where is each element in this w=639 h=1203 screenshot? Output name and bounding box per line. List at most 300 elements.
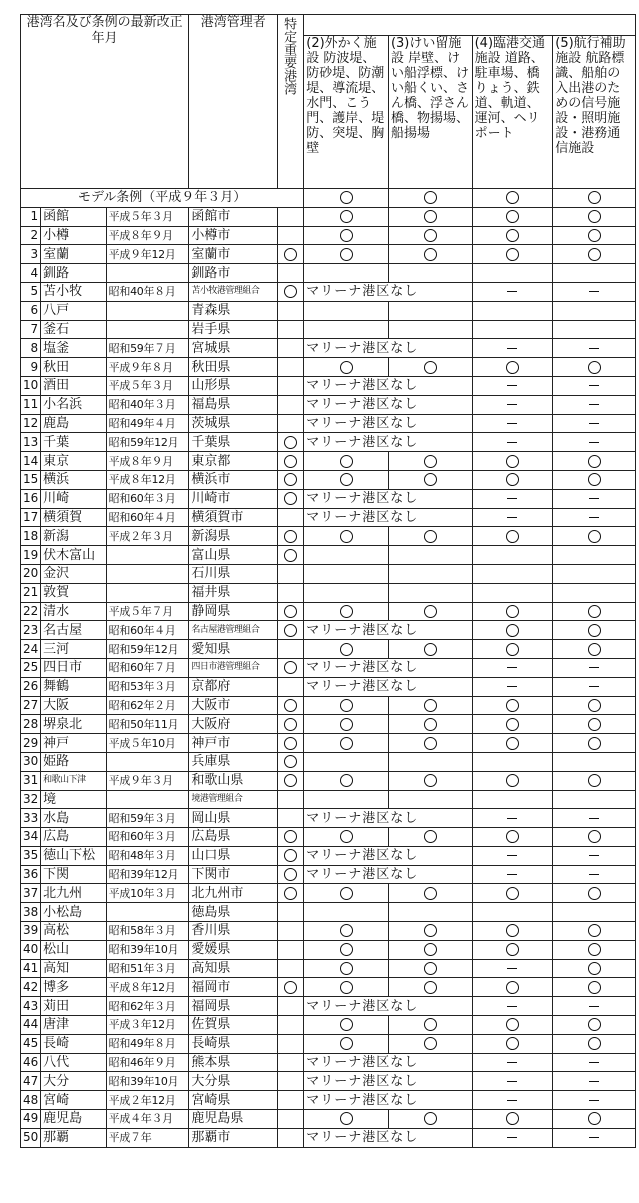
circle-mark-icon — [424, 1112, 437, 1125]
port-manager: 静岡県 — [189, 602, 278, 621]
facility-mark-transport — [472, 903, 553, 922]
facility-mark-transport — [472, 527, 553, 546]
dash-mark-icon — [507, 968, 517, 969]
facility-mark-navigation — [553, 452, 636, 471]
marina-note: マリーナ港区なし — [306, 867, 419, 883]
port-name: 川崎 — [41, 489, 107, 508]
row-number: 26 — [21, 677, 41, 696]
designated-major-port-mark — [278, 771, 304, 790]
circle-mark-icon — [284, 737, 297, 750]
port-name: 姫路 — [41, 752, 107, 771]
table-row — [21, 922, 636, 941]
facility-mark-breakwater — [304, 564, 389, 583]
facility-mark-navigation — [553, 564, 636, 583]
designated-major-port-mark — [278, 376, 304, 395]
facility-mark-navigation — [553, 489, 636, 508]
facility-mark-mooring — [388, 884, 472, 903]
row-number: 4 — [21, 264, 41, 283]
revision-date — [106, 790, 189, 809]
row-number: 46 — [21, 1053, 41, 1072]
designated-major-port-mark — [278, 640, 304, 659]
circle-mark-icon — [506, 830, 519, 843]
header-col-breakwater: (2)外かく施設 防波堤、防砂堤、防潮堤、導流堤、水門、こう門、護岸、堤防、突堤、胸壁 — [304, 36, 389, 189]
marina-note-cell — [304, 1072, 472, 1091]
marina-note-cell — [304, 677, 472, 696]
designated-major-port-mark — [278, 790, 304, 809]
facility-mark-transport — [472, 433, 553, 452]
facility-mark-transport — [472, 264, 553, 283]
facility-mark-navigation — [553, 470, 636, 489]
row-number: 1 — [21, 207, 41, 226]
marina-note: マリーナ港区なし — [306, 378, 419, 394]
table-row — [21, 414, 636, 433]
designated-major-port-mark — [278, 696, 304, 715]
marina-note: マリーナ港区なし — [306, 622, 419, 638]
circle-mark-icon — [424, 530, 437, 543]
row-number: 14 — [21, 452, 41, 471]
facility-mark-transport — [472, 395, 553, 414]
circle-mark-icon — [340, 191, 353, 204]
circle-mark-icon — [340, 924, 353, 937]
row-number: 3 — [21, 245, 41, 264]
facility-mark-navigation — [553, 1091, 636, 1110]
circle-mark-icon — [340, 943, 353, 956]
designated-major-port-mark — [278, 301, 304, 320]
circle-mark-icon — [340, 248, 353, 261]
facility-mark-breakwater — [304, 790, 389, 809]
port-name: 敦賀 — [41, 583, 107, 602]
facility-mark-breakwater — [304, 752, 389, 771]
row-number: 13 — [21, 433, 41, 452]
dash-mark-icon — [507, 818, 517, 819]
port-name: 神戸 — [41, 734, 107, 753]
facility-mark-transport — [472, 696, 553, 715]
designated-major-port-mark — [278, 226, 304, 245]
marina-note-cell — [304, 282, 472, 301]
port-manager: 那覇市 — [189, 1128, 278, 1147]
revision-date: 平成５年７月 — [106, 602, 189, 621]
row-number: 35 — [21, 846, 41, 865]
port-manager: 山口県 — [189, 846, 278, 865]
dash-mark-icon — [589, 1006, 599, 1007]
table-row — [21, 376, 636, 395]
port-name: 清水 — [41, 602, 107, 621]
facility-mark-transport — [472, 677, 553, 696]
circle-mark-icon — [424, 718, 437, 731]
row-number: 19 — [21, 546, 41, 565]
table-row — [21, 207, 636, 226]
dash-mark-icon — [507, 855, 517, 856]
marina-note-cell — [304, 395, 472, 414]
facility-mark-transport — [472, 771, 553, 790]
facility-mark-navigation — [553, 282, 636, 301]
facility-mark-navigation — [553, 715, 636, 734]
circle-mark-icon — [424, 455, 437, 468]
marina-note: マリーナ港区なし — [306, 491, 419, 507]
designated-major-port-mark — [278, 752, 304, 771]
facility-mark-transport — [472, 715, 553, 734]
circle-mark-icon — [284, 849, 297, 862]
designated-major-port-mark — [278, 245, 304, 264]
revision-date: 昭和46年９月 — [106, 1053, 189, 1072]
marina-note: マリーナ港区なし — [306, 434, 419, 450]
facility-mark-transport — [472, 546, 553, 565]
circle-mark-icon — [284, 981, 297, 994]
dash-mark-icon — [507, 1100, 517, 1101]
facility-mark-navigation — [553, 226, 636, 245]
facility-mark-transport — [472, 207, 553, 226]
port-name: 三河 — [41, 640, 107, 659]
facility-mark-transport — [472, 564, 553, 583]
circle-mark-icon — [424, 643, 437, 656]
facility-mark-mooring — [388, 1034, 472, 1053]
header-col-transport: (4)臨港交通施設 道路、駐車場、橋りょう、鉄道、軌道、運河、ヘリポート — [472, 36, 553, 189]
facility-mark-breakwater — [304, 1110, 389, 1129]
circle-mark-icon — [284, 661, 297, 674]
model-mark-mooring — [388, 189, 472, 208]
port-manager: 石川県 — [189, 564, 278, 583]
facility-mark-transport — [472, 809, 553, 828]
marina-note: マリーナ港区なし — [306, 1073, 419, 1089]
facility-mark-transport — [472, 997, 553, 1016]
facility-mark-navigation — [553, 1034, 636, 1053]
marina-note-cell — [304, 1091, 472, 1110]
facility-mark-navigation — [553, 583, 636, 602]
revision-date: 平成８年９月 — [106, 452, 189, 471]
circle-mark-icon — [588, 1112, 601, 1125]
row-number: 31 — [21, 771, 41, 790]
facility-mark-mooring — [388, 301, 472, 320]
designated-major-port-mark — [278, 282, 304, 301]
marina-note-cell — [304, 489, 472, 508]
circle-mark-icon — [588, 774, 601, 787]
facility-mark-transport — [472, 282, 553, 301]
revision-date: 平成10年３月 — [106, 884, 189, 903]
revision-date: 平成４年３月 — [106, 1110, 189, 1129]
dash-mark-icon — [589, 404, 599, 405]
dash-mark-icon — [589, 442, 599, 443]
row-number: 12 — [21, 414, 41, 433]
port-manager: 福岡県 — [189, 997, 278, 1016]
port-manager: 名古屋港管理組合 — [189, 621, 278, 640]
revision-date: 昭和50年11月 — [106, 715, 189, 734]
port-manager: 函館市 — [189, 207, 278, 226]
circle-mark-icon — [340, 605, 353, 618]
facility-mark-navigation — [553, 1016, 636, 1035]
facility-mark-navigation — [553, 677, 636, 696]
designated-major-port-mark — [278, 621, 304, 640]
port-manager: 京都府 — [189, 677, 278, 696]
revision-date: 平成３年12月 — [106, 1016, 189, 1035]
circle-mark-icon — [588, 981, 601, 994]
facility-mark-breakwater — [304, 245, 389, 264]
revision-date: 昭和59年12月 — [106, 640, 189, 659]
table-row — [21, 978, 636, 997]
facility-mark-transport — [472, 320, 553, 339]
circle-mark-icon — [506, 981, 519, 994]
revision-date: 昭和49年４月 — [106, 414, 189, 433]
facility-mark-navigation — [553, 978, 636, 997]
facility-mark-navigation — [553, 771, 636, 790]
dash-mark-icon — [589, 385, 599, 386]
circle-mark-icon — [506, 248, 519, 261]
designated-major-port-mark — [278, 922, 304, 941]
circle-mark-icon — [506, 643, 519, 656]
circle-mark-icon — [284, 605, 297, 618]
port-manager: 岩手県 — [189, 320, 278, 339]
port-name: 新潟 — [41, 527, 107, 546]
facility-mark-mooring — [388, 715, 472, 734]
port-manager: 兵庫県 — [189, 752, 278, 771]
model-ordinance-label: モデル条例（平成９年３月） — [21, 189, 304, 208]
facility-mark-breakwater — [304, 320, 389, 339]
revision-date: 平成７年 — [106, 1128, 189, 1147]
facility-mark-mooring — [388, 752, 472, 771]
revision-date: 昭和39年10月 — [106, 1072, 189, 1091]
circle-mark-icon — [340, 229, 353, 242]
table-row — [21, 809, 636, 828]
table-row — [21, 1072, 636, 1091]
row-number: 38 — [21, 903, 41, 922]
revision-date — [106, 752, 189, 771]
designated-major-port-mark — [278, 809, 304, 828]
dash-mark-icon — [507, 874, 517, 875]
marina-note: マリーナ港区なし — [306, 415, 419, 431]
facility-mark-transport — [472, 602, 553, 621]
marina-note: マリーナ港区なし — [306, 998, 419, 1014]
facility-mark-navigation — [553, 1128, 636, 1147]
marina-note: マリーナ港区なし — [306, 660, 419, 676]
dash-mark-icon — [507, 686, 517, 687]
circle-mark-icon — [588, 210, 601, 223]
circle-mark-icon — [340, 699, 353, 712]
port-name: 唐津 — [41, 1016, 107, 1035]
dash-mark-icon — [589, 517, 599, 518]
facility-mark-breakwater — [304, 1034, 389, 1053]
facility-mark-navigation — [553, 884, 636, 903]
table-row — [21, 1091, 636, 1110]
table-row — [21, 282, 636, 301]
port-name: 小名浜 — [41, 395, 107, 414]
circle-mark-icon — [284, 868, 297, 881]
table-row — [21, 846, 636, 865]
port-name: 四日市 — [41, 658, 107, 677]
facility-mark-transport — [472, 658, 553, 677]
facility-mark-transport — [472, 583, 553, 602]
designated-major-port-mark — [278, 828, 304, 847]
marina-note-cell — [304, 339, 472, 358]
port-name: 下関 — [41, 865, 107, 884]
facility-mark-navigation — [553, 527, 636, 546]
facility-mark-navigation — [553, 395, 636, 414]
facility-mark-breakwater — [304, 264, 389, 283]
circle-mark-icon — [506, 605, 519, 618]
row-number: 11 — [21, 395, 41, 414]
dash-mark-icon — [589, 686, 599, 687]
circle-mark-icon — [284, 455, 297, 468]
revision-date: 平成８年12月 — [106, 978, 189, 997]
circle-mark-icon — [506, 229, 519, 242]
port-ordinance-table — [20, 14, 636, 1148]
port-name: 小樽 — [41, 226, 107, 245]
circle-mark-icon — [284, 887, 297, 900]
port-manager: 高知県 — [189, 959, 278, 978]
facility-mark-transport — [472, 846, 553, 865]
port-name: 北九州 — [41, 884, 107, 903]
port-name: 千葉 — [41, 433, 107, 452]
facility-mark-navigation — [553, 1110, 636, 1129]
port-manager: 岡山県 — [189, 809, 278, 828]
circle-mark-icon — [588, 1037, 601, 1050]
facility-mark-navigation — [553, 1072, 636, 1091]
table-row — [21, 1110, 636, 1129]
row-number: 21 — [21, 583, 41, 602]
facility-mark-navigation — [553, 790, 636, 809]
circle-mark-icon — [506, 361, 519, 374]
row-number: 32 — [21, 790, 41, 809]
facility-mark-transport — [472, 452, 553, 471]
revision-date — [106, 583, 189, 602]
port-manager: 東京都 — [189, 452, 278, 471]
port-name: 釧路 — [41, 264, 107, 283]
port-manager: 福岡市 — [189, 978, 278, 997]
port-name: 高松 — [41, 922, 107, 941]
circle-mark-icon — [340, 455, 353, 468]
row-number: 15 — [21, 470, 41, 489]
circle-mark-icon — [284, 549, 297, 562]
table-row — [21, 320, 636, 339]
facility-mark-mooring — [388, 978, 472, 997]
dash-mark-icon — [507, 667, 517, 668]
revision-date: 昭和39年12月 — [106, 865, 189, 884]
facility-mark-breakwater — [304, 301, 389, 320]
dash-mark-icon — [589, 348, 599, 349]
circle-mark-icon — [588, 924, 601, 937]
revision-date: 昭和40年８月 — [106, 282, 189, 301]
table-row — [21, 301, 636, 320]
model-mark-breakwater — [304, 189, 389, 208]
revision-date: 平成９年12月 — [106, 245, 189, 264]
revision-date: 昭和40年３月 — [106, 395, 189, 414]
facility-mark-breakwater — [304, 828, 389, 847]
marina-note-cell — [304, 865, 472, 884]
facility-mark-mooring — [388, 771, 472, 790]
circle-mark-icon — [506, 1112, 519, 1125]
marina-note-cell — [304, 846, 472, 865]
circle-mark-icon — [340, 981, 353, 994]
facility-mark-navigation — [553, 696, 636, 715]
designated-major-port-mark — [278, 846, 304, 865]
facility-mark-navigation — [553, 376, 636, 395]
circle-mark-icon — [506, 943, 519, 956]
dash-mark-icon — [507, 404, 517, 405]
port-manager: 福島県 — [189, 395, 278, 414]
port-name: 宮崎 — [41, 1091, 107, 1110]
circle-mark-icon — [340, 830, 353, 843]
marina-note-cell — [304, 658, 472, 677]
port-manager: 山形県 — [189, 376, 278, 395]
dash-mark-icon — [589, 874, 599, 875]
port-name: 松山 — [41, 940, 107, 959]
facility-mark-transport — [472, 828, 553, 847]
port-manager: 愛媛県 — [189, 940, 278, 959]
revision-date: 昭和60年４月 — [106, 508, 189, 527]
port-name: 大阪 — [41, 696, 107, 715]
circle-mark-icon — [424, 943, 437, 956]
facility-mark-mooring — [388, 640, 472, 659]
row-number: 37 — [21, 884, 41, 903]
circle-mark-icon — [506, 530, 519, 543]
facility-mark-mooring — [388, 470, 472, 489]
facility-mark-mooring — [388, 527, 472, 546]
table-row — [21, 959, 636, 978]
designated-major-port-mark — [278, 602, 304, 621]
facility-mark-breakwater — [304, 715, 389, 734]
facility-mark-mooring — [388, 1016, 472, 1035]
row-number: 34 — [21, 828, 41, 847]
port-name: 長崎 — [41, 1034, 107, 1053]
port-name: 和歌山下津 — [41, 771, 107, 790]
circle-mark-icon — [506, 191, 519, 204]
facility-mark-transport — [472, 1034, 553, 1053]
port-manager: 川崎市 — [189, 489, 278, 508]
facility-mark-mooring — [388, 207, 472, 226]
table-row — [21, 508, 636, 527]
port-name: 堺泉北 — [41, 715, 107, 734]
facility-mark-breakwater — [304, 696, 389, 715]
facility-mark-transport — [472, 339, 553, 358]
port-name: 八代 — [41, 1053, 107, 1072]
table-row — [21, 771, 636, 790]
revision-date: 昭和59年７月 — [106, 339, 189, 358]
port-manager: 宮城県 — [189, 339, 278, 358]
facility-mark-transport — [472, 376, 553, 395]
model-ordinance-row — [21, 189, 636, 208]
facility-mark-navigation — [553, 301, 636, 320]
circle-mark-icon — [588, 530, 601, 543]
port-name: 函館 — [41, 207, 107, 226]
designated-major-port-mark — [278, 564, 304, 583]
header-col-mooring: (3)けい留施設 岸壁、けい船浮標、けい船くい、さん橋、浮さん橋、物揚場、船揚場 — [388, 36, 472, 189]
header-port-name-date: 港湾名及び条例の最新改正年月 — [21, 15, 189, 189]
dash-mark-icon — [507, 1137, 517, 1138]
designated-major-port-mark — [278, 1016, 304, 1035]
port-manager: 苫小牧港管理組合 — [189, 282, 278, 301]
marina-note: マリーナ港区なし — [306, 679, 419, 695]
circle-mark-icon — [588, 962, 601, 975]
circle-mark-icon — [424, 473, 437, 486]
circle-mark-icon — [506, 699, 519, 712]
port-manager: 新潟県 — [189, 527, 278, 546]
header-col-navigation: (5)航行補助施設 航路標識、船舶の入出港のための信号施設・照明施設・港務通信施設 — [553, 36, 636, 189]
facility-mark-transport — [472, 489, 553, 508]
circle-mark-icon — [340, 774, 353, 787]
facility-mark-transport — [472, 959, 553, 978]
facility-mark-mooring — [388, 1110, 472, 1129]
marina-note-cell — [304, 508, 472, 527]
facility-mark-transport — [472, 922, 553, 941]
facility-mark-breakwater — [304, 922, 389, 941]
port-name: 塩釜 — [41, 339, 107, 358]
facility-mark-navigation — [553, 207, 636, 226]
designated-major-port-mark — [278, 339, 304, 358]
circle-mark-icon — [506, 924, 519, 937]
circle-mark-icon — [340, 1037, 353, 1050]
row-number: 43 — [21, 997, 41, 1016]
designated-major-port-mark — [278, 320, 304, 339]
marina-note: マリーナ港区なし — [306, 509, 419, 525]
circle-mark-icon — [340, 887, 353, 900]
